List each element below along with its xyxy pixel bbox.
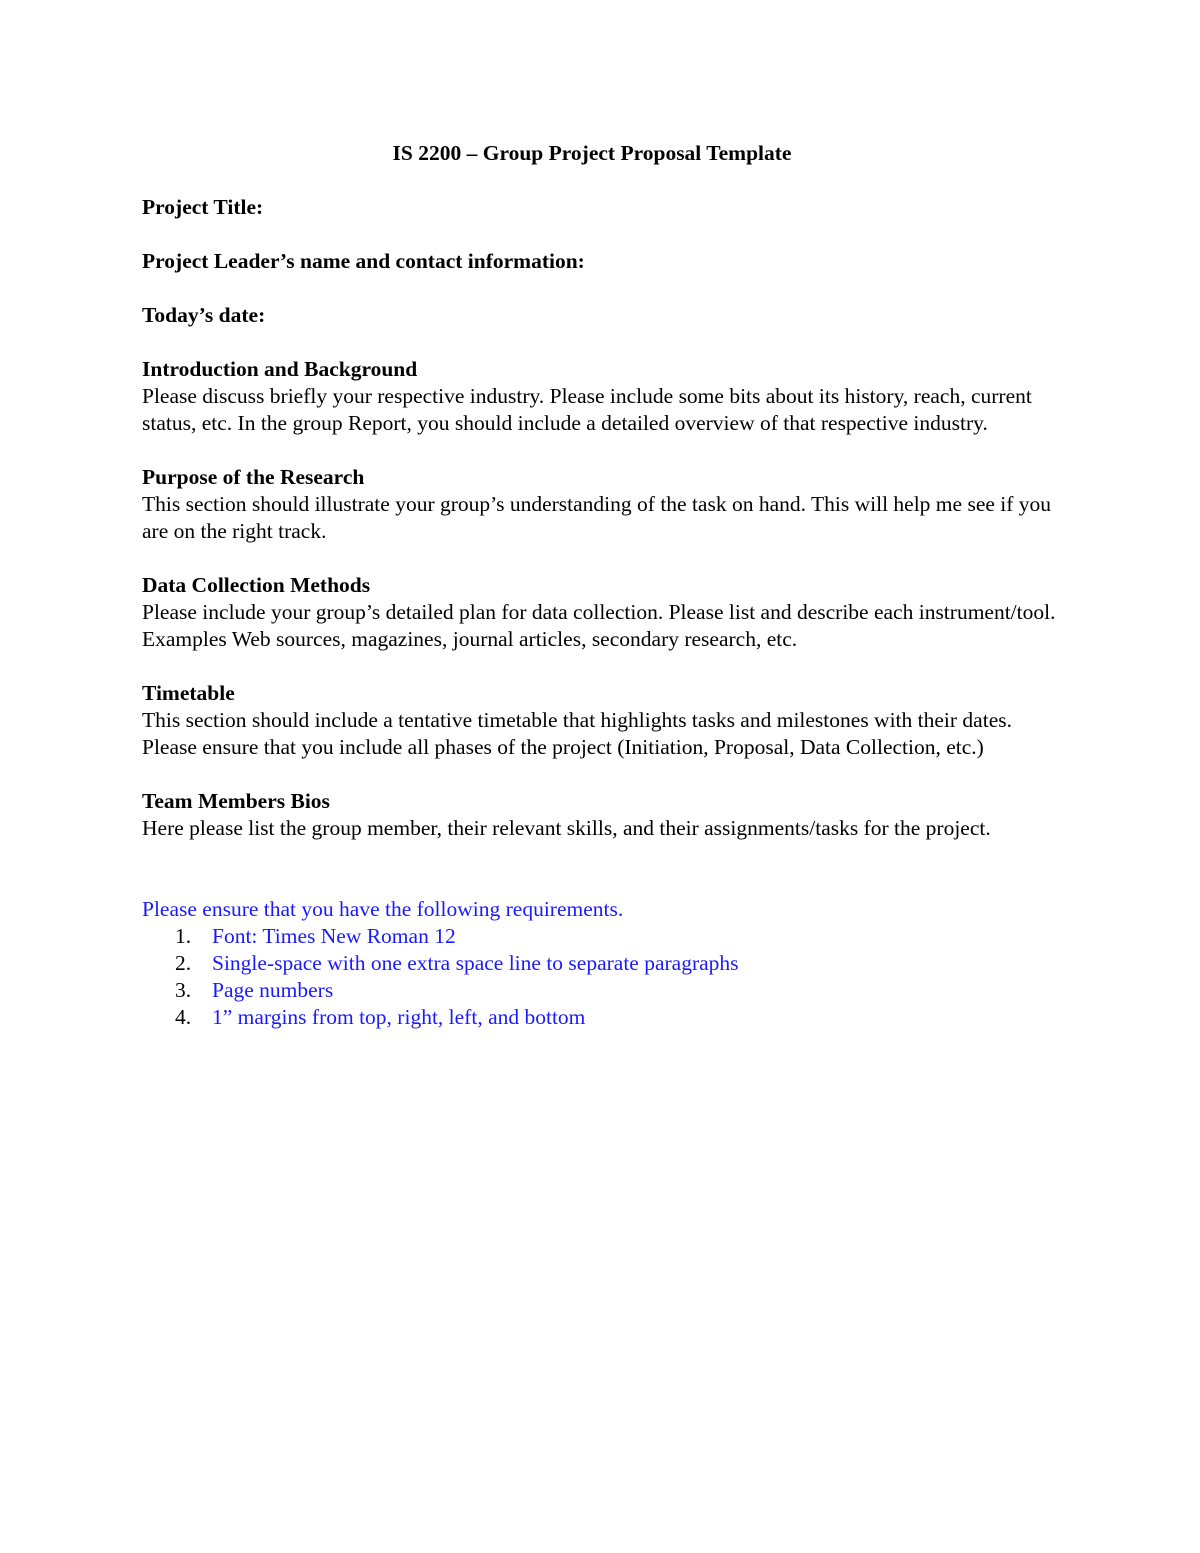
section-body: Please include your group’s detailed plan for data collection. Please list and describe each instrument/tool. Examples Web sources, magazines, journal articles, secondary research, etc. bbox=[142, 600, 1056, 651]
section-body: Here please list the group member, their relevant skills, and their assignments/tasks for the project. bbox=[142, 816, 991, 840]
project-leader-field: Project Leader’s name and contact information: bbox=[142, 249, 585, 273]
list-text: 1” margins from top, right, left, and bottom bbox=[212, 1005, 586, 1029]
requirements-block bbox=[142, 896, 1062, 1031]
document-content bbox=[142, 140, 1062, 1031]
list-number: 4. bbox=[175, 1005, 192, 1029]
requirements-intro: Please ensure that you have the following requirements. bbox=[142, 897, 624, 921]
list-item bbox=[142, 1004, 1062, 1031]
section-data-collection bbox=[142, 572, 1062, 653]
list-number: 2. bbox=[175, 951, 192, 975]
todays-date-field: Today’s date: bbox=[142, 303, 266, 327]
section-body: This section should illustrate your group’s understanding of the task on hand. This will help me see if you are on the right track. bbox=[142, 492, 1052, 543]
section-heading: Introduction and Background bbox=[142, 357, 418, 381]
requirements-list bbox=[142, 923, 1062, 1031]
section-body: This section should include a tentative timetable that highlights tasks and milestones with their dates. Please ensure that you include all phases of the project (Initiation, Proposal, Data Collection, etc.) bbox=[142, 708, 1012, 759]
document-title: IS 2200 – Group Project Proposal Template bbox=[392, 141, 792, 165]
section-body: Please discuss briefly your respective industry. Please include some bits about its history, reach, current status, etc. In the group Report, you should include a detailed overview of that respective industry. bbox=[142, 384, 1032, 435]
section-purpose bbox=[142, 464, 1062, 545]
section-heading: Purpose of the Research bbox=[142, 465, 365, 489]
section-heading: Timetable bbox=[142, 681, 235, 705]
section-introduction bbox=[142, 356, 1062, 437]
list-item bbox=[142, 950, 1062, 977]
section-heading: Data Collection Methods bbox=[142, 573, 371, 597]
list-text: Font: Times New Roman 12 bbox=[212, 924, 456, 948]
section-timetable bbox=[142, 680, 1062, 761]
list-item bbox=[142, 977, 1062, 1004]
list-item bbox=[142, 923, 1062, 950]
list-text: Page numbers bbox=[212, 978, 334, 1002]
list-number: 1. bbox=[175, 924, 192, 948]
section-heading: Team Members Bios bbox=[142, 789, 330, 813]
section-team-bios bbox=[142, 788, 1062, 842]
list-number: 3. bbox=[175, 978, 192, 1002]
list-text: Single-space with one extra space line to separate paragraphs bbox=[212, 951, 739, 975]
project-title-field: Project Title: bbox=[142, 195, 264, 219]
